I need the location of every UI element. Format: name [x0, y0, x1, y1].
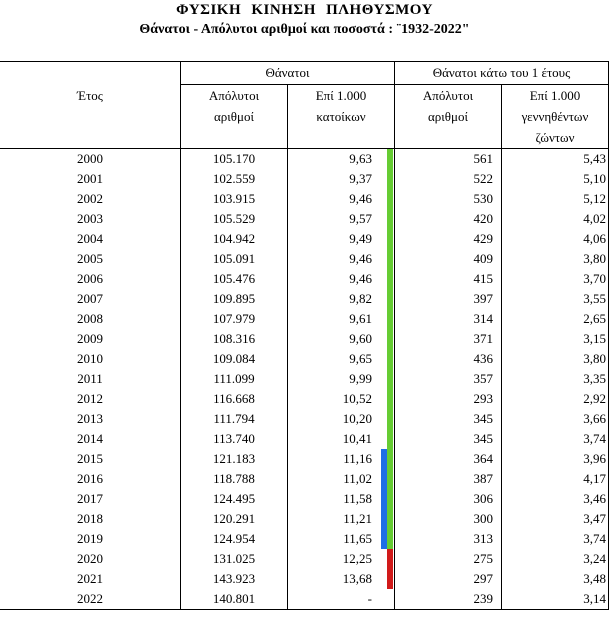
- rate-value: 11,58: [343, 491, 372, 506]
- table-row: [0, 449, 609, 469]
- deaths-cell: 109.895: [181, 289, 288, 309]
- green-marker-bar: [387, 309, 393, 329]
- rate-cell: [288, 309, 395, 329]
- year-cell: 2007: [77, 291, 103, 306]
- green-marker-bar: [387, 249, 393, 269]
- rate-value: 13,68: [342, 571, 372, 586]
- infant-rate-cell: 3,80: [502, 349, 609, 369]
- infant-rate-cell: 3,80: [502, 249, 609, 269]
- green-marker-bar: [387, 489, 393, 509]
- table-row: [0, 289, 609, 309]
- year-cell: 2018: [77, 511, 103, 526]
- rate-cell: [288, 409, 395, 429]
- table-row: [0, 509, 609, 529]
- deaths-cell: 105.476: [181, 269, 288, 289]
- deaths-cell: 103.915: [181, 189, 288, 209]
- rate-cell: [288, 549, 395, 569]
- empty-corner: [0, 62, 181, 85]
- page-subtitle: Θάνατοι - Απόλυτοι αριθμοί και ποσοστά : ¨1932-2022": [139, 22, 470, 37]
- deaths-cell: 102.559: [181, 169, 288, 189]
- year-cell: 2011: [77, 371, 103, 386]
- year-cell: 2006: [77, 271, 103, 286]
- infant-deaths-cell: 300: [473, 511, 493, 526]
- rate-value: 9,60: [349, 331, 372, 346]
- infant-rate-cell: 3,66: [502, 409, 609, 429]
- table-row: [0, 249, 609, 269]
- deaths-cell: 140.801: [181, 589, 288, 610]
- table-row: [0, 229, 609, 249]
- abs-header-line1: Απόλυτοι: [181, 85, 288, 107]
- table-row: [0, 389, 609, 409]
- rate-cell: [288, 189, 395, 209]
- table-row: [0, 309, 609, 329]
- infant-rate-cell: 5,43: [502, 149, 609, 170]
- rate-value: 9,46: [349, 251, 372, 266]
- infant-deaths-cell: 371: [473, 331, 493, 346]
- infant-deaths-cell: 313: [473, 531, 493, 546]
- rate-value: 9,46: [349, 271, 372, 286]
- infant-deaths-cell: 297: [473, 571, 493, 586]
- infant-rate-cell: 3,46: [502, 489, 609, 509]
- rate-value: 10,52: [342, 391, 372, 406]
- rate-cell: [288, 369, 395, 389]
- infant-rate-cell: 3,14: [502, 589, 609, 610]
- green-marker-bar: [387, 429, 393, 449]
- infant-rate-cell: 3,15: [502, 329, 609, 349]
- deaths-cell: 131.025: [181, 549, 288, 569]
- year-cell: 2003: [77, 211, 103, 226]
- year-cell: 2012: [77, 391, 103, 406]
- infant-deaths-cell: 522: [473, 171, 493, 186]
- rate-cell: [288, 209, 395, 229]
- year-cell: 2004: [77, 231, 103, 246]
- green-marker-bar: [387, 329, 393, 349]
- infant-deaths-cell: 397: [473, 291, 493, 306]
- infant-deaths-cell: 314: [473, 311, 493, 326]
- deaths-cell: 109.084: [181, 349, 288, 369]
- year-header: Έτος: [77, 87, 103, 103]
- year-cell: 2021: [77, 571, 103, 586]
- rate-value: 9,63: [349, 151, 372, 166]
- table-row: [0, 569, 609, 589]
- rate-value: 9,37: [349, 171, 372, 186]
- rate-cell: [288, 249, 395, 269]
- year-cell: 2008: [77, 311, 103, 326]
- deaths-cell: 116.668: [181, 389, 288, 409]
- deaths-cell: 124.495: [181, 489, 288, 509]
- abs-header-line2: αριθμοί: [181, 106, 288, 127]
- deaths-cell: 111.099: [181, 369, 288, 389]
- green-marker-bar: [387, 189, 393, 209]
- rate-cell: [288, 289, 395, 309]
- green-marker-bar: [387, 209, 393, 229]
- green-marker-bar: [387, 269, 393, 289]
- red-marker-bar: [387, 569, 393, 589]
- green-marker-bar: [387, 469, 393, 489]
- rate-value: 9,99: [349, 371, 372, 386]
- infant-rate-cell: 3,24: [502, 549, 609, 569]
- green-marker-bar: [387, 229, 393, 249]
- infant-rate-cell: 5,12: [502, 189, 609, 209]
- year-cell: 2016: [77, 471, 103, 486]
- rate-value: 9,57: [349, 211, 372, 226]
- table-body: [0, 149, 609, 610]
- infant-rate-cell: 3,96: [502, 449, 609, 469]
- column-header-row-1: [0, 85, 609, 107]
- infant-deaths-cell: 345: [473, 431, 493, 446]
- rate-value: 9,65: [349, 351, 372, 366]
- green-marker-bar: [387, 169, 393, 189]
- deaths-cell: 118.788: [181, 469, 288, 489]
- infant-rate-header-line3: ζώντων: [502, 127, 609, 149]
- rate-value: 11,65: [343, 531, 372, 546]
- rate-cell: [288, 169, 395, 189]
- green-marker-bar: [387, 389, 393, 409]
- year-cell: 2017: [77, 491, 103, 506]
- year-cell: 2000: [77, 151, 103, 166]
- infant-deaths-cell: 561: [473, 151, 493, 166]
- infant-rate-header-line2: γεννηθέντων: [502, 106, 609, 127]
- deaths-group-header: Θάνατοι: [181, 62, 395, 85]
- infant-deaths-cell: 239: [395, 589, 502, 610]
- rate-cell: [288, 269, 395, 289]
- table-row: [0, 549, 609, 569]
- table-row: [0, 489, 609, 509]
- rate-cell: [288, 229, 395, 249]
- year-cell: 2019: [77, 531, 103, 546]
- infant-rate-cell: 3,74: [502, 529, 609, 549]
- rate-value: 10,41: [342, 431, 372, 446]
- year-cell: 2002: [77, 191, 103, 206]
- deaths-cell: 113.740: [181, 429, 288, 449]
- infant-abs-header-line1: Απόλυτοι: [422, 88, 474, 103]
- year-cell: 2020: [77, 551, 103, 566]
- year-cell: 2013: [77, 411, 103, 426]
- green-marker-bar: [387, 529, 393, 549]
- column-header-row-2: [0, 106, 609, 127]
- infant-deaths-cell: 364: [473, 451, 493, 466]
- year-cell: 2001: [77, 171, 103, 186]
- green-marker-bar: [387, 409, 393, 429]
- rate-cell: [288, 149, 395, 170]
- infant-deaths-group-header: Θάνατοι κάτω του 1 έτους: [395, 62, 609, 85]
- table-row: [0, 429, 609, 449]
- infant-rate-cell: 3,35: [502, 369, 609, 389]
- table-row: [0, 409, 609, 429]
- green-marker-bar: [387, 349, 393, 369]
- infant-deaths-cell: 429: [473, 231, 493, 246]
- green-marker-bar: [387, 509, 393, 529]
- deaths-table: [0, 61, 609, 610]
- infant-rate-cell: 3,47: [502, 509, 609, 529]
- rate-cell: [288, 429, 395, 449]
- infant-deaths-cell: 306: [473, 491, 493, 506]
- rate-cell: [288, 509, 395, 529]
- year-cell: 2010: [77, 351, 103, 366]
- rate-cell: [288, 569, 395, 589]
- infant-deaths-cell: 420: [473, 211, 493, 226]
- deaths-cell: 104.942: [181, 229, 288, 249]
- rate-cell: -: [288, 589, 395, 610]
- rate-header-line2: κατοίκων: [288, 106, 395, 127]
- page-title: ΦΥΣΙΚΗ ΚΙΝΗΣΗ ΠΛΗΘΥΣΜΟΥ: [176, 2, 433, 18]
- year-cell: 2009: [77, 331, 103, 346]
- infant-deaths-cell: 436: [473, 351, 493, 366]
- rate-value: 11,02: [343, 471, 372, 486]
- infant-rate-cell: 3,48: [502, 569, 609, 589]
- infant-deaths-cell: 275: [473, 551, 493, 566]
- table-row: [0, 589, 609, 610]
- rate-cell: [288, 329, 395, 349]
- rate-cell: [288, 489, 395, 509]
- infant-deaths-cell: 345: [473, 411, 493, 426]
- rate-value: 9,49: [349, 231, 372, 246]
- rate-value: 10,20: [342, 411, 372, 426]
- deaths-cell: 143.923: [181, 569, 288, 589]
- table-row: [0, 189, 609, 209]
- group-header-row: [0, 62, 609, 85]
- table-row: [0, 269, 609, 289]
- infant-rate-header-line1: Επί 1.000: [502, 85, 609, 107]
- table-row: [0, 529, 609, 549]
- green-marker-bar: [387, 149, 393, 169]
- infant-rate-cell: 5,10: [502, 169, 609, 189]
- rate-value: 9,46: [349, 191, 372, 206]
- table-row: [0, 469, 609, 489]
- infant-deaths-cell: 409: [473, 251, 493, 266]
- infant-rate-cell: 2,65: [502, 309, 609, 329]
- rate-cell: [288, 349, 395, 369]
- year-cell: 2022: [0, 589, 181, 610]
- column-header-row-3: [0, 127, 609, 149]
- rate-cell: [288, 389, 395, 409]
- infant-deaths-cell: 293: [473, 391, 493, 406]
- table-row: [0, 369, 609, 389]
- infant-rate-cell: 4,17: [502, 469, 609, 489]
- table-row: [0, 169, 609, 189]
- rate-cell: [288, 529, 395, 549]
- infant-rate-cell: 3,55: [502, 289, 609, 309]
- deaths-cell: 108.316: [181, 329, 288, 349]
- infant-rate-cell: 4,06: [502, 229, 609, 249]
- table-row: [0, 149, 609, 170]
- year-cell: 2014: [77, 431, 103, 446]
- rate-value: 9,61: [349, 311, 372, 326]
- rate-header-line1: Επί 1.000: [288, 85, 395, 107]
- rate-cell: [288, 449, 395, 469]
- deaths-cell: 105.091: [181, 249, 288, 269]
- rate-cell: [288, 469, 395, 489]
- infant-deaths-cell: 530: [473, 191, 493, 206]
- year-cell: 2015: [77, 451, 103, 466]
- deaths-cell: 105.529: [181, 209, 288, 229]
- rate-value: 12,25: [342, 551, 372, 566]
- infant-deaths-cell: 387: [473, 471, 493, 486]
- deaths-cell: 105.170: [181, 149, 288, 170]
- green-marker-bar: [387, 449, 393, 469]
- deaths-cell: 121.183: [181, 449, 288, 469]
- infant-rate-cell: 3,74: [502, 429, 609, 449]
- deaths-cell: 111.794: [181, 409, 288, 429]
- infant-rate-cell: 3,70: [502, 269, 609, 289]
- rate-value: 11,21: [343, 511, 372, 526]
- year-cell: 2005: [77, 251, 103, 266]
- table-row: [0, 209, 609, 229]
- deaths-cell: 120.291: [181, 509, 288, 529]
- deaths-cell: 124.954: [181, 529, 288, 549]
- green-marker-bar: [387, 369, 393, 389]
- infant-rate-cell: 2,92: [502, 389, 609, 409]
- rate-value: 9,82: [349, 291, 372, 306]
- infant-abs-header-line2: αριθμοί: [428, 109, 468, 124]
- table-row: [0, 349, 609, 369]
- infant-rate-cell: 4,02: [502, 209, 609, 229]
- deaths-cell: 107.979: [181, 309, 288, 329]
- red-marker-bar: [387, 549, 393, 569]
- infant-deaths-cell: 415: [473, 271, 493, 286]
- rate-value: 11,16: [343, 451, 372, 466]
- table-row: [0, 329, 609, 349]
- infant-deaths-cell: 357: [473, 371, 493, 386]
- green-marker-bar: [387, 289, 393, 309]
